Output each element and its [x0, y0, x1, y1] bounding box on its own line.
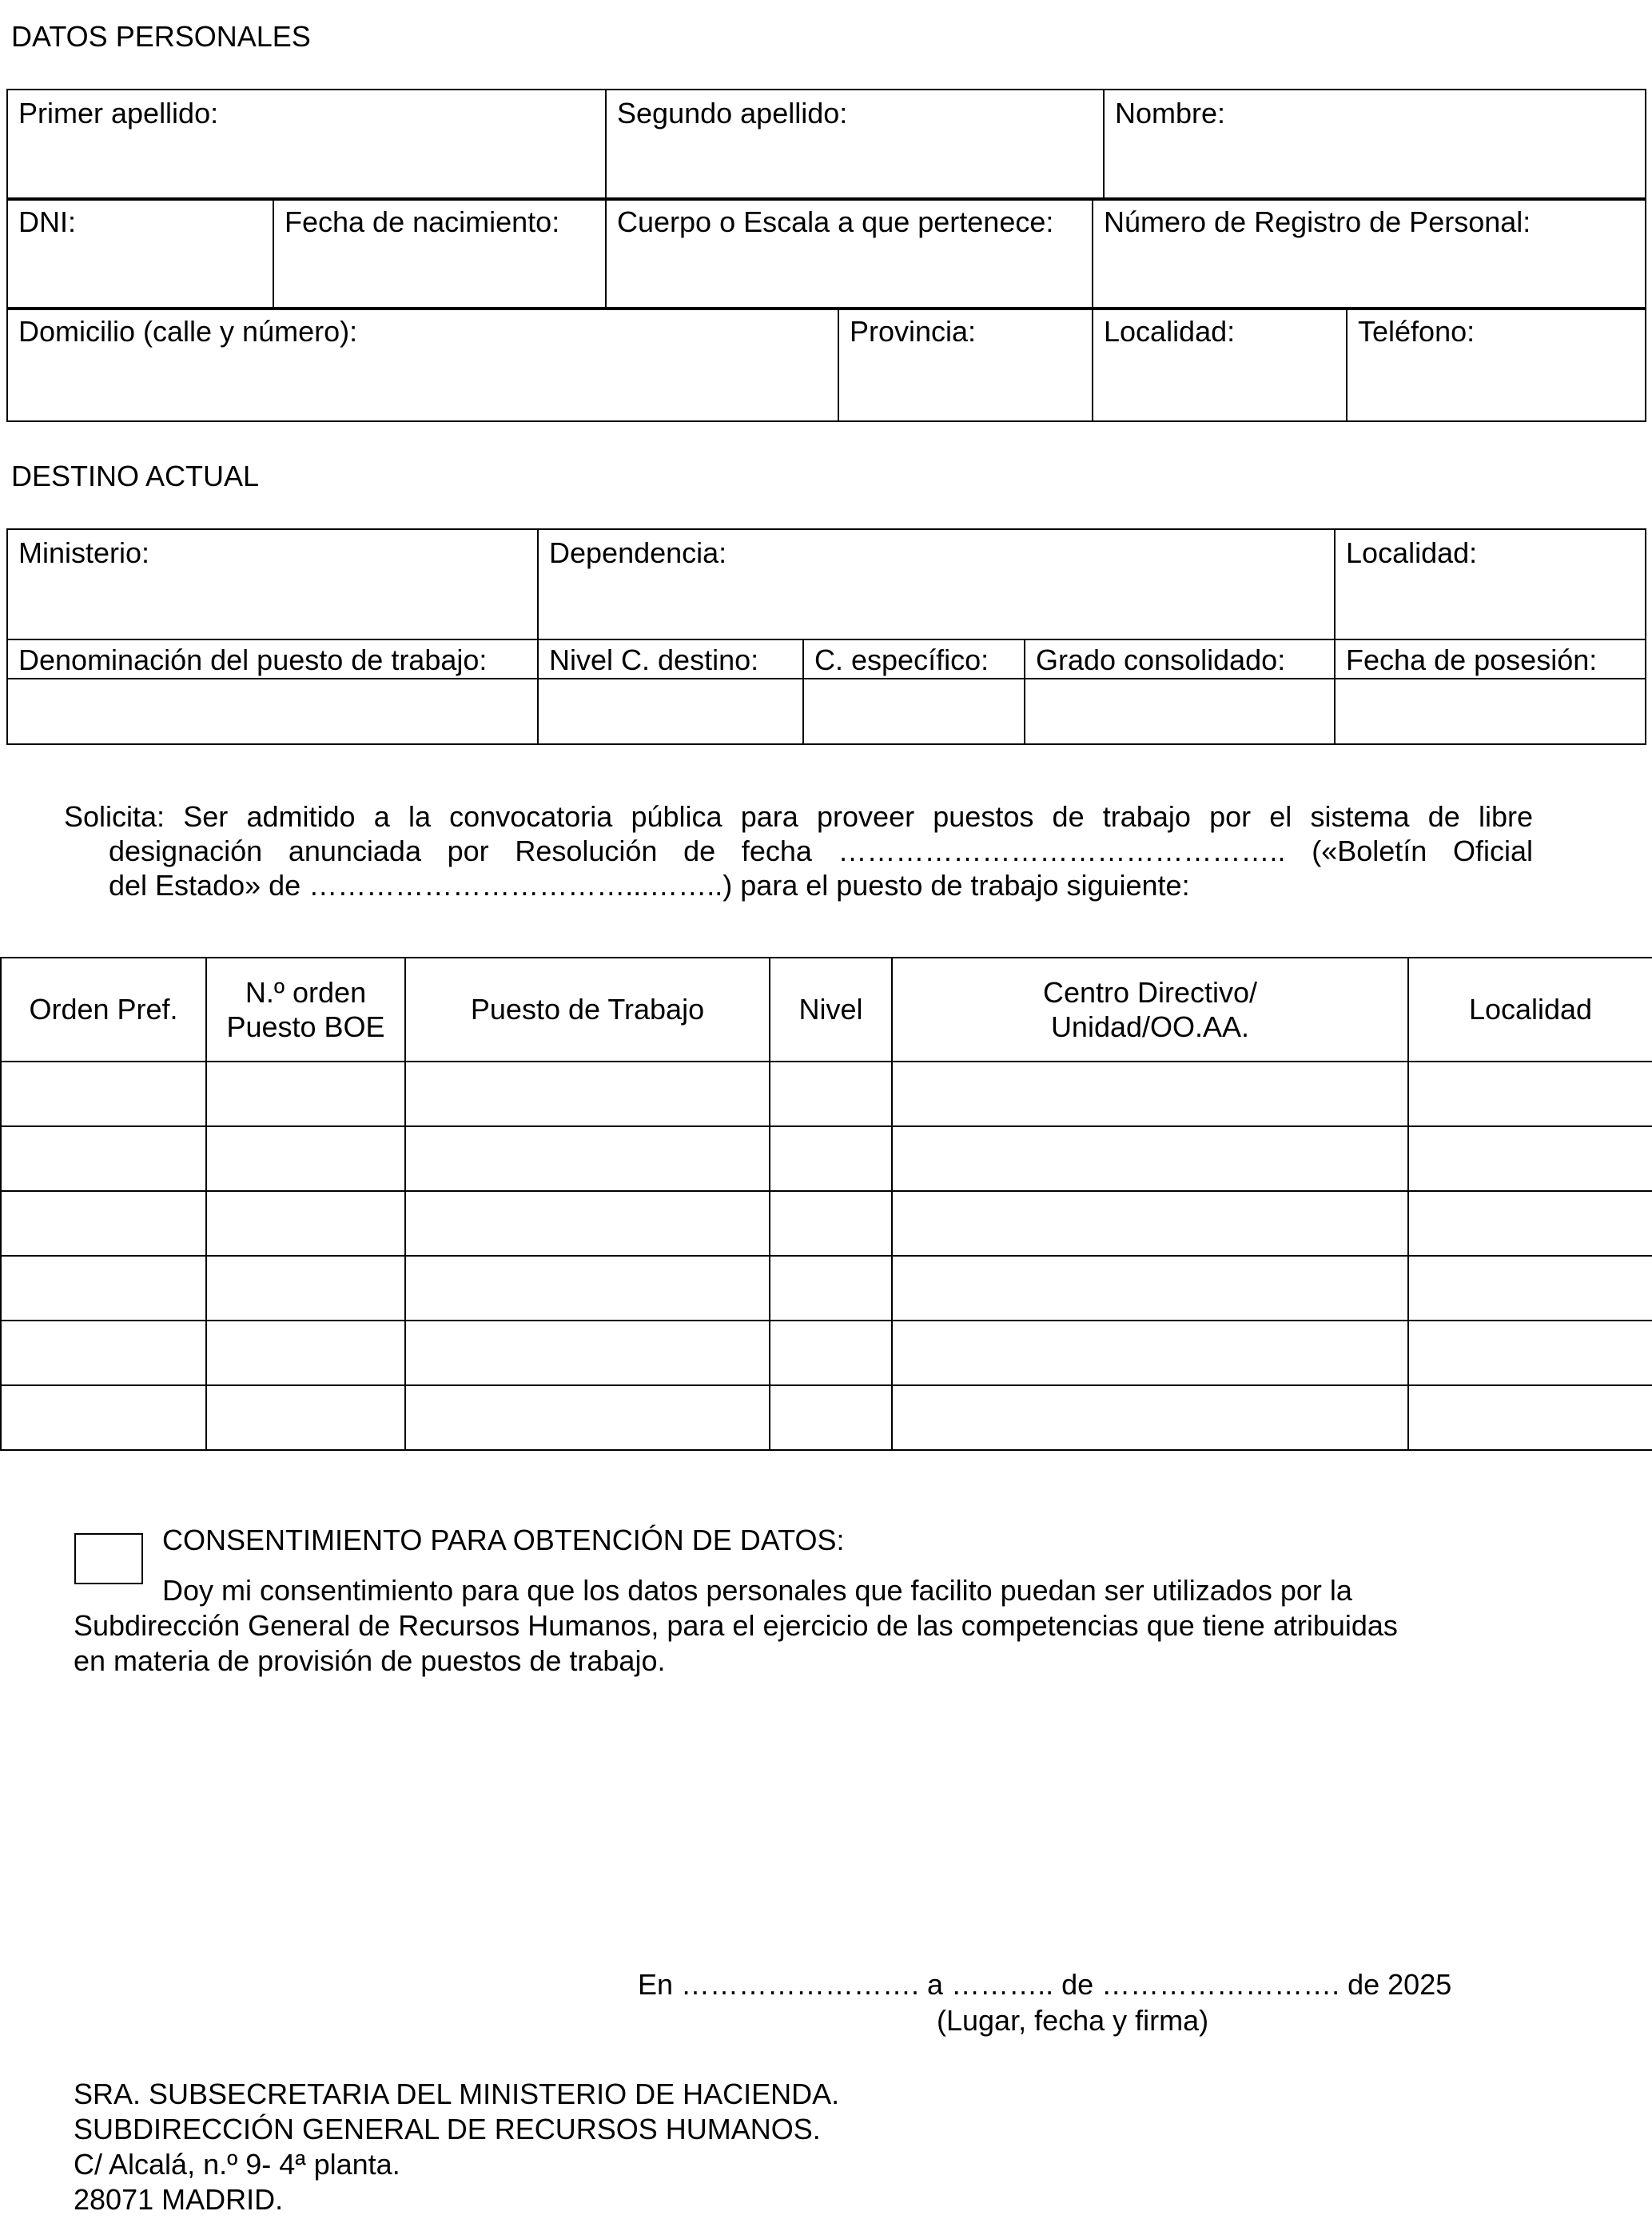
localidad-field[interactable] [1093, 308, 1347, 421]
table-cell[interactable] [1, 1126, 206, 1191]
table-cell[interactable] [1, 1062, 206, 1126]
orden-pref-header [1, 958, 206, 1062]
dni-label: DNI: [18, 205, 76, 238]
table-row [1, 1256, 1652, 1321]
num-orden-header [206, 958, 405, 1062]
table-cell[interactable] [206, 1062, 405, 1126]
fecha-posesion-input[interactable] [1335, 679, 1646, 744]
table-cell[interactable] [1408, 1126, 1652, 1191]
numero-registro-label: Número de Registro de Personal: [1104, 205, 1531, 238]
personal-data-heading: DATOS PERSONALES [11, 20, 311, 53]
address-line-3: C/ Alcalá, n.º 9- 4ª planta. [74, 2148, 400, 2181]
table-cell[interactable] [892, 1321, 1408, 1385]
table-cell[interactable] [405, 1191, 770, 1256]
table-cell[interactable] [1, 1191, 206, 1256]
table-row [1, 1191, 1652, 1256]
solicita-paragraph [64, 799, 1533, 902]
telefono-field[interactable] [1347, 308, 1646, 421]
provincia-field[interactable] [838, 308, 1093, 421]
num-orden-header-line2: Puesto BOE [226, 1010, 385, 1043]
segundo-apellido-field[interactable] [606, 90, 1104, 200]
c-especifico-label-cell [803, 639, 1025, 679]
table-cell[interactable] [206, 1191, 405, 1256]
table-cell[interactable] [892, 1126, 1408, 1191]
table-cell[interactable] [770, 1256, 892, 1321]
consent-title: CONSENTIMIENTO PARA OBTENCIÓN DE DATOS: [162, 1524, 845, 1556]
puesto-header-label: Puesto de Trabajo [470, 993, 705, 1026]
table-cell[interactable] [1408, 1191, 1652, 1256]
grado-consolidado-label: Grado consolidado: [1036, 643, 1286, 676]
ministerio-field[interactable] [7, 529, 538, 639]
domicilio-field[interactable] [7, 308, 838, 421]
nivel-header [770, 958, 892, 1062]
destino-actual-heading: DESTINO ACTUAL [11, 460, 260, 492]
preferences-table [0, 957, 1652, 1451]
nivel-c-destino-input[interactable] [538, 679, 803, 744]
primer-apellido-label: Primer apellido: [18, 97, 219, 129]
centro-header-line2: Unidad/OO.AA. [1050, 1010, 1250, 1043]
table-cell[interactable] [1, 1321, 206, 1385]
provincia-label: Provincia: [850, 315, 977, 348]
nombre-label: Nombre: [1115, 97, 1226, 129]
ministerio-label: Ministerio: [18, 536, 150, 569]
personal-data-table [6, 89, 1646, 201]
table-cell[interactable] [405, 1126, 770, 1191]
denominacion-label: Denominación del puesto de trabajo: [18, 643, 488, 676]
preferences-header-row [1, 958, 1652, 1062]
localidad-label: Localidad: [1104, 315, 1236, 348]
signature-place-date-line: En ……………………. a ……….. de ……………………. de 2025 [638, 1968, 1452, 2001]
destino-localidad-label: Localidad: [1346, 536, 1478, 569]
table-cell[interactable] [1, 1256, 206, 1321]
primer-apellido-field[interactable] [7, 90, 606, 200]
personal-data-table-row3 [6, 307, 1646, 422]
segundo-apellido-label: Segundo apellido: [617, 97, 848, 129]
nivel-c-destino-label: Nivel C. destino: [549, 643, 759, 676]
address-line-4: 28071 MADRID. [74, 2183, 284, 2216]
table-cell[interactable] [405, 1062, 770, 1126]
table-cell[interactable] [1408, 1062, 1652, 1126]
table-cell[interactable] [1408, 1256, 1652, 1321]
table-cell[interactable] [1408, 1321, 1652, 1385]
puesto-header [405, 958, 770, 1062]
telefono-label: Teléfono: [1358, 315, 1475, 348]
consent-paragraph [74, 1573, 1536, 1679]
address-line-1: SRA. SUBSECRETARIA DEL MINISTERIO DE HACIENDA. [74, 2078, 840, 2110]
dni-field[interactable] [7, 198, 273, 309]
table-row [1, 1062, 1652, 1126]
table-cell[interactable] [206, 1385, 405, 1450]
dependencia-label: Dependencia: [549, 536, 727, 569]
cuerpo-escala-field[interactable] [606, 198, 1093, 309]
table-cell[interactable] [770, 1191, 892, 1256]
localidad-header-label: Localidad [1468, 993, 1593, 1026]
table-cell[interactable] [405, 1256, 770, 1321]
consent-line-3: en materia de provisión de puestos de trabajo. [74, 1644, 666, 1677]
personal-data-table-row2 [6, 197, 1646, 310]
numero-registro-field[interactable] [1093, 198, 1646, 309]
table-cell[interactable] [206, 1126, 405, 1191]
table-row [1, 1126, 1652, 1191]
signature-caption: (Lugar, fecha y firma) [937, 2004, 1209, 2037]
fecha-nacimiento-label: Fecha de nacimiento: [285, 205, 560, 238]
solicita-line-1: Solicita: Ser admitido a la convocatoria pública para proveer puestos de trabajo por el sistema de libre [64, 800, 1533, 833]
table-cell[interactable] [892, 1062, 1408, 1126]
nombre-field[interactable] [1104, 90, 1646, 200]
denominacion-label-cell [7, 639, 538, 679]
table-row [1, 1321, 1652, 1385]
dependencia-field[interactable] [538, 529, 1335, 639]
recipient-address [74, 2077, 839, 2217]
address-line-2: SUBDIRECCIÓN GENERAL DE RECURSOS HUMANOS. [74, 2113, 821, 2145]
denominacion-input[interactable] [7, 679, 538, 744]
centro-header-line1: Centro Directivo/ [1042, 975, 1258, 1009]
nivel-c-destino-label-cell [538, 639, 803, 679]
fecha-posesion-label-cell [1335, 639, 1646, 679]
solicita-line-3: del Estado» de ……………………………...……..) para el puesto de trabajo siguiente: [109, 869, 1190, 902]
table-cell[interactable] [1, 1385, 206, 1450]
table-cell[interactable] [405, 1321, 770, 1385]
domicilio-label: Domicilio (calle y número): [18, 315, 358, 348]
fecha-posesion-label: Fecha de posesión: [1346, 643, 1598, 676]
table-cell[interactable] [770, 1062, 892, 1126]
table-row [1, 1385, 1652, 1450]
table-cell[interactable] [405, 1385, 770, 1450]
table-cell[interactable] [892, 1385, 1408, 1450]
table-cell[interactable] [892, 1256, 1408, 1321]
num-orden-header-line1: N.º orden [245, 975, 367, 1009]
cuerpo-escala-label: Cuerpo o Escala a que pertenece: [617, 205, 1054, 238]
orden-pref-header-label: Orden Pref. [29, 993, 178, 1026]
nivel-header-label: Nivel [798, 993, 863, 1026]
table-cell[interactable] [206, 1321, 405, 1385]
table-cell[interactable] [770, 1385, 892, 1450]
fecha-nacimiento-field[interactable] [273, 198, 606, 309]
grado-consolidado-input[interactable] [1025, 679, 1335, 744]
grado-consolidado-label-cell [1025, 639, 1335, 679]
destino-table [6, 528, 1646, 745]
consent-line-1: Doy mi consentimiento para que los datos personales que facilito puedan ser utilizados por la [162, 1574, 1352, 1607]
c-especifico-label: C. específico: [814, 643, 989, 676]
table-cell[interactable] [770, 1321, 892, 1385]
centro-header [892, 958, 1408, 1062]
table-cell[interactable] [770, 1126, 892, 1191]
table-cell[interactable] [1408, 1385, 1652, 1450]
table-cell[interactable] [892, 1191, 1408, 1256]
localidad-header [1408, 958, 1652, 1062]
consent-line-2: Subdirección General de Recursos Humanos, para el ejercicio de las competencias que tiene atribuidas [74, 1609, 1398, 1642]
solicita-line-2: designación anunciada por Resolución de fecha ……………………………………….. («Boletín Oficial [109, 835, 1533, 867]
destino-localidad-field[interactable] [1335, 529, 1646, 639]
table-cell[interactable] [206, 1256, 405, 1321]
c-especifico-input[interactable] [803, 679, 1025, 744]
